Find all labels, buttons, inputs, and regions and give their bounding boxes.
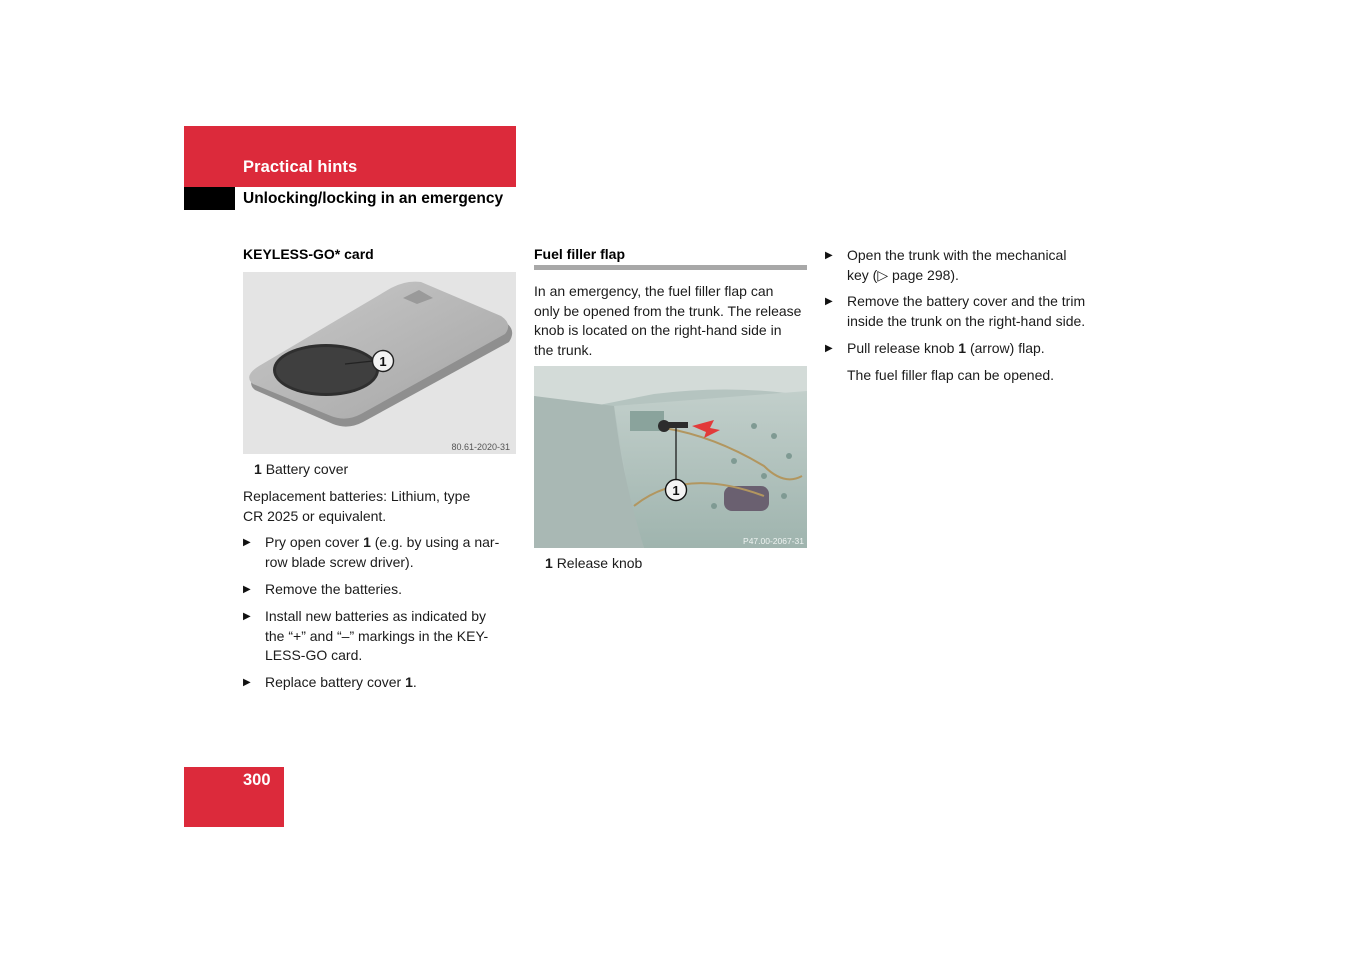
- figure-callout-1: 1: [379, 354, 387, 369]
- step-item: ▶ Install new batteries as indicated by the “+” and “–” markings in the KEY- LESS-GO card.: [243, 607, 523, 666]
- heading-rule: [534, 265, 807, 270]
- caption-number: 1: [545, 555, 553, 571]
- figure-caption: [545, 554, 642, 574]
- step-item: ▶ Remove the batteries.: [243, 580, 523, 600]
- section-title: Practical hints: [243, 158, 358, 176]
- keyless-go-heading: KEYLESS-GO* card: [243, 246, 374, 262]
- bullet-arrow-icon: ▶: [825, 250, 833, 261]
- figure-callout-1: 1: [672, 483, 680, 498]
- caption-text: Battery cover: [265, 461, 349, 477]
- fuel-flap-paragraph: In an emergency, the fuel filler flap can only be opened from the trunk. The release knob is located on the right-hand side in the trunk.: [534, 283, 802, 358]
- bullet-arrow-icon: ▶: [825, 343, 833, 354]
- bullet-arrow-icon: ▶: [243, 537, 251, 548]
- fuel-flap-heading: Fuel filler flap: [534, 246, 626, 262]
- subsection-marker: [184, 187, 235, 210]
- intro-line: CR 2025 or equivalent.: [243, 507, 387, 524]
- battery-intro: [243, 487, 470, 526]
- step-item: ▶ Remove the battery cover and the trim inside the trunk on the right-hand side.: [825, 292, 1115, 331]
- bullet-arrow-icon: ▶: [243, 677, 251, 688]
- caption-number: 1: [254, 461, 262, 477]
- page-number: 300: [243, 771, 271, 789]
- keyless-go-card-figure: [243, 272, 516, 454]
- step-item: ▶ Pull release knob 1 (arrow) flap.: [825, 339, 1115, 359]
- caption-text: Release knob: [556, 555, 643, 571]
- section-header-band: [184, 126, 516, 187]
- bullet-arrow-icon: ▶: [243, 584, 251, 595]
- step-item: ▶ Replace battery cover 1.: [243, 673, 523, 693]
- figure-code: P47.00-2067-31: [743, 536, 804, 546]
- trunk-release-figure: [534, 366, 807, 548]
- step-item: ▶ Pry open cover 1 (e.g. by using a nar- row blade screw driver).: [243, 533, 523, 572]
- figure-caption: [254, 460, 348, 480]
- figure-code: 80.61-2020-31: [451, 442, 510, 452]
- bullet-arrow-icon: ▶: [243, 611, 251, 622]
- bullet-arrow-icon: ▶: [825, 296, 833, 307]
- step-item: ▶ Open the trunk with the mechanical key (▷ page 298).: [825, 246, 1115, 285]
- intro-line: Replacement batteries: Lithium, type: [243, 488, 471, 504]
- result-text: The fuel filler flap can be opened.: [847, 367, 1055, 383]
- subsection-title: Unlocking/locking in an emergency: [243, 190, 504, 207]
